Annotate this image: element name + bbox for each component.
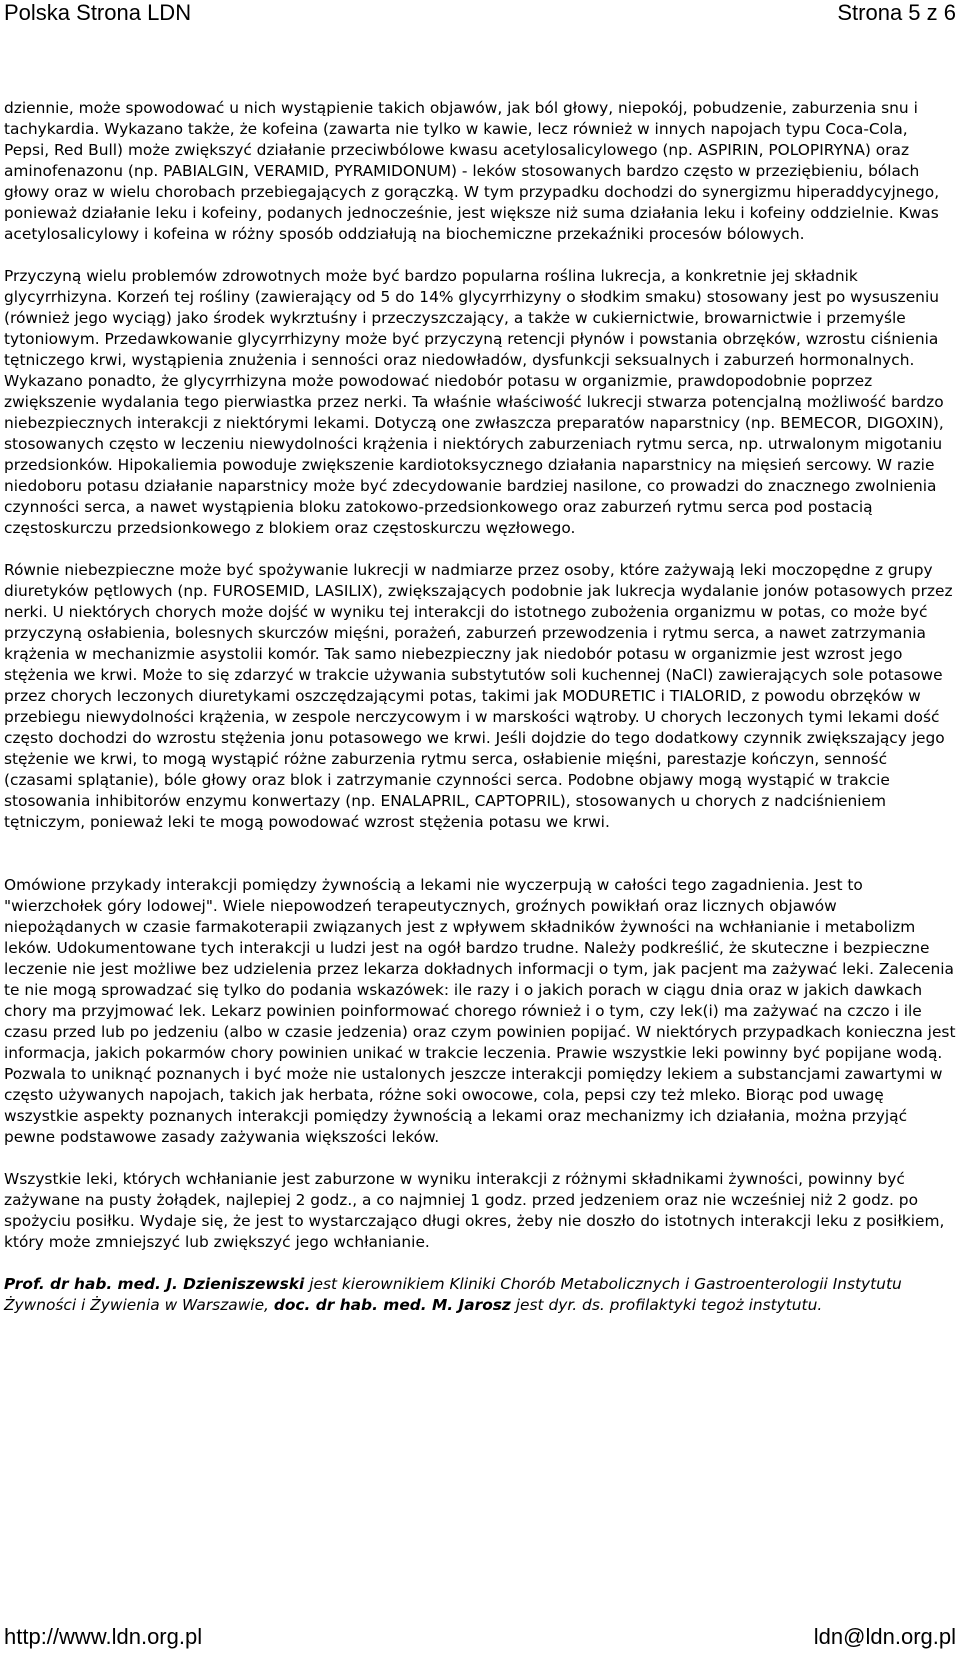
author-name-1: Prof. dr hab. med. J. Dzieniszewski	[4, 1275, 305, 1293]
footer-website-link[interactable]: http://www.ldn.org.pl	[4, 1624, 203, 1649]
paragraph-caffeine: dziennie, może spowodować u nich wystąpienie takich objawów, jak ból głowy, niepokój, pobudzenie, zaburzenia snu i tachykardia. Wykazano także, że kofeina (zawarta nie tylko w kawie, lecz również w innych napojach typu Coca-Cola, Pepsi, Red Bull) może zwiększyć działanie przeciwbólowe kwasu acetylosalicylowego (np. ASPIRIN, POLOPIRYNA) oraz aminofenazonu (np. PABIALGIN, VERAMID, PYRAMIDONUM) - leków stosowanych bardzo często w przeziębieniu, bólach głowy oraz w wielu chorobach przebiegających z gorączką. W tym przypadku dochodzi do synergizmu hiperaddycyjnego, ponieważ działanie leku i kofeiny, podanych jednocześnie, jest większe niż suma działania leku i kofeiny oddzielnie. Kwas acetylosalicylowy i kofeina w różny sposób oddziałują na biochemiczne przekaźniki procesów bólowych.	[4, 99, 940, 243]
author-credit	[4, 1274, 956, 1316]
paragraph-licorice: Przyczyną wielu problemów zdrowotnych może być bardzo popularna roślina lukrecja, a konkretnie jej składnik glycyrrhizyna. Korzeń tej rośliny (zawierający od 5 do 14% glycyrrhizyny o słodkim smaku) stosowany jest po wysuszeniu (również jego wyciąg) jako środek wykrztuśny i przeczyszczający, a także w cukiernictwie, browarnictwie i przemyśle tytoniowym. Przedawkowanie glycyrrhizyny może być przyczyną retencji płynów i powstania obrzęków, wzrostu ciśnienia tętniczego krwi, wystąpienia znużenia i senności oraz niedowładów, dysfunkcji seksualnych i zaburzeń hormonalnych. Wykazano ponadto, że glycyrrhizyna może powodować niedobór potasu w organizmie, prawdopodobnie poprzez zwiększenie wydalania tego pierwiastka przez nerki. Ta właśnie właściwość lukrecji stwarza potencjalną możliwość bardzo niebezpiecznych interakcji z niektórymi lekami. Dotyczą one zwłaszcza preparatów naparstnicy (np. BEMECOR, DIGOXIN), stosowanych często w leczeniu niewydolności krążenia i niektórych zaburzeniach rytmu serca, np. utrwalonym migotaniu przedsionków. Hipokaliemia powoduje zwiększenie kardiotoksycznego działania naparstnicy na mięsień sercowy. W razie niedoboru potasu działanie naparstnicy może być zdecydowanie bardziej nasilone, co prowadzi do znacznego zwolnienia czynności serca, a nawet wystąpienia bloku zatokowo-przedsionkowego oraz zaburzeń rytmu serca pod postacią częstoskurczu przedsionkowego z blokiem oraz częstoskurczu węzłowego.	[4, 267, 944, 537]
author-credit-text-1: jest kierownikiem Kliniki Chorób Metabolicznych i Gastroenterologii Instytutu Żywności i Żywienia w Warszawie,	[4, 1275, 902, 1314]
article-body	[4, 98, 956, 1337]
author-credit-text-2: jest dyr. ds. profilaktyki tegoż instytutu.	[510, 1296, 823, 1314]
author-name-2: doc. dr hab. med. M. Jarosz	[273, 1296, 511, 1314]
page-header-site-name: Polska Strona LDN	[4, 0, 192, 25]
paragraph-diuretics: Równie niebezpieczne może być spożywanie lukrecji w nadmiarze przez osoby, które zażywają leki moczopędne z grupy diuretyków pętlowych (np. FUROSEMID, LASILIX), zwiększających podobnie jak lukrecja wydalanie jonów potasowych przez nerki. U niektórych chorych może dojść w wyniku tej interakcji do istotnego zubożenia organizmu w potas, co może być przyczyną osłabienia, bolesnych skurczów mięśni, porażeń, zaburzeń przewodzenia i rytmu serca, a nawet zatrzymania krążenia w mechanizmie asystolii komór. Tak samo niebezpieczny jak niedobór potasu w organizmie jest wzrost jego stężenia we krwi. Może to się zdarzyć w trakcie używania substytutów soli kuchennej (NaCl) zawierających sole potasowe przez chorych leczonych diuretykami oszczędzającymi potas, takimi jak MODURETIC i TIALORID, z powodu obrzęków w przebiegu niewydolności krążenia, w zespole nerczycowym i w marskości wątroby. U chorych leczonych tymi lekami dość często dochodzi do wzrostu stężenia jonu potasowego we krwi. Jeśli dojdzie do tego dodatkowy czynnik zwiększający jego stężenie we krwi, to mogą wystąpić różne zaburzenia rytmu serca, osłabienie mięśni, parestazje kończyn, senność (czasami splątanie), bóle głowy oraz blok i zatrzymanie czynności serca. Podobne objawy mogą wystąpić w trakcie stosowania inhibitorów enzymu konwertazy (np. ENALAPRIL, CAPTOPRIL), stosowanych u chorych z nadciśnieniem tętniczym, ponieważ leki te mogą powodować wzrost stężenia potasu we krwi.	[4, 561, 953, 831]
paragraph-recommendation: Wszystkie leki, których wchłanianie jest zaburzone w wyniku interakcji z różnymi składnikami żywności, powinny być zażywane na pusty żołądek, najlepiej 2 godz., a co najmniej 1 godz. przed jedzeniem oraz nie wcześniej niż 2 godz. po spożyciu posiłku. Wydaje się, że jest to wystarczająco długi okres, żeby nie doszło do istotnych interakcji leku z posiłkiem, który może zmniejszyć lub zwiększyć jego wchłanianie.	[4, 1170, 945, 1251]
page-header-page-number: Strona 5 z 6	[837, 0, 956, 25]
footer-email-link[interactable]: ldn@ldn.org.pl	[813, 1624, 956, 1649]
paragraph-summary: Omówione przykady interakcji pomiędzy żywnością a lekami nie wyczerpują w całości tego zagadnienia. Jest to "wierzchołek góry lodowej". Wiele niepowodzeń terapeutycznych, groźnych powikłań oraz licznych objawów niepożądanych w czasie farmakoterapii związanych jest z wpływem składników żywności na wchłanianie i metabolizm leków. Udokumentowane tych interakcji u ludzi jest na ogół bardzo trudne. Należy podkreślić, że skuteczne i bezpieczne leczenie nie jest możliwe bez udzielenia przez lekarza dokładnych informacji o tym, jak pacjent ma zażywać leki. Zalecenia te nie mogą sprowadzać się tylko do podania wskazówek: ile razy i o jakich porach w ciągu dnia oraz w jakich dawkach chory ma przyjmować lek. Lekarz powinien poinformować chorego również i o tym, czy lek(i) ma zażywać na czczo i ile czasu przed lub po jedzeniu (albo w czasie jedzenia) oraz czym powinien popijać. W niektórych przypadkach konieczna jest informacja, jakich pokarmów chory powinien unikać w trakcie leczenia. Prawie wszystkie leki powinny być popijane wodą. Pozwala to uniknąć poznanych i być może nie ustalonych jeszcze interakcji pomiędzy lekiem a substancjami zawartymi w często używanych napojach, takich jak herbata, różne soki owocowe, cola, pepsi czy też mleko. Biorąc pod uwagę wszystkie aspekty poznanych interakcji pomiędzy żywnością a lekami oraz mechanizmy ich działania, można przyjąć pewne podstawowe zasady zażywania większości leków.	[4, 876, 956, 1146]
